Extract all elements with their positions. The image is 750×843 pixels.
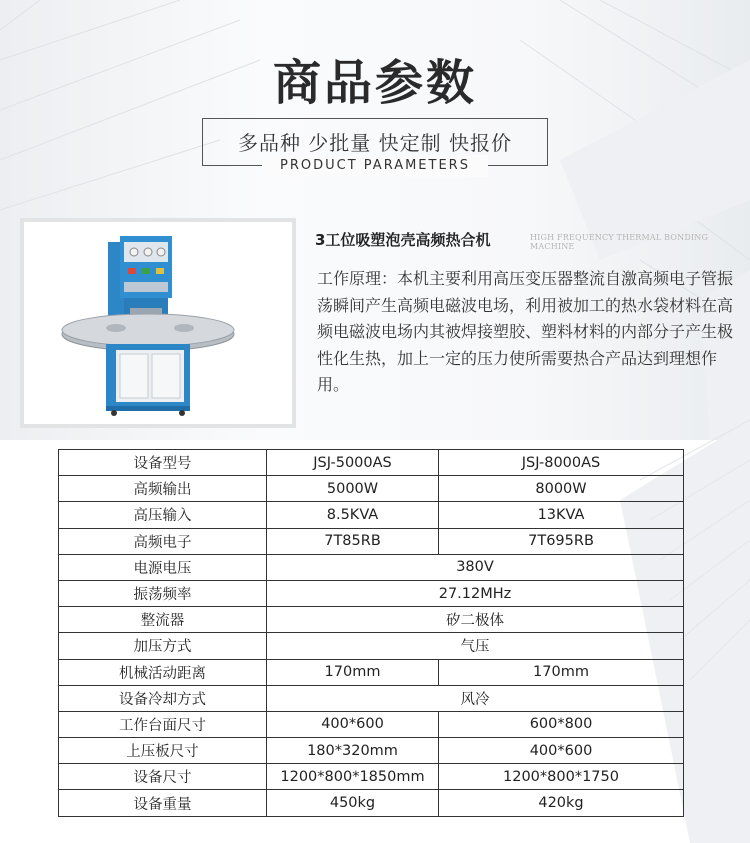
spec-row	[59, 764, 684, 790]
spec-value-model-b: 13KVA	[439, 502, 684, 528]
spec-value-model-a: 170mm	[267, 659, 439, 685]
spec-value-model-a: 8.5KVA	[267, 502, 439, 528]
spec-label: 振荡频率	[59, 580, 267, 606]
english-label: PRODUCT PARAMETERS	[262, 155, 488, 177]
spec-value-shared: 27.12MHz	[267, 580, 684, 606]
product-title: 3工位吸塑泡壳高频热合机	[315, 231, 491, 249]
spec-value-model-b: 420kg	[439, 790, 684, 816]
product-photo	[20, 218, 296, 428]
spec-value-model-b: 1200*800*1750	[439, 764, 684, 790]
spec-row	[59, 790, 684, 816]
spec-label: 电源电压	[59, 554, 267, 580]
spec-row	[59, 711, 684, 737]
spec-value-model-b: 170mm	[439, 659, 684, 685]
product-description: 工作原理：本机主要利用高压变压器整流自激高频电子管振荡瞬间产生高频电磁波电场，利用被加工的热水袋材料在高频电磁波电场内其被焊接塑胶、塑料材料的内部分子产生极性化生热，加上一定的压力使所需要热合产品达到理想作用。	[317, 269, 734, 394]
spec-value-model-a: 5000W	[267, 476, 439, 502]
spec-row	[59, 476, 684, 502]
machine-illustration	[24, 222, 292, 424]
spec-row	[59, 528, 684, 554]
spec-row	[59, 450, 684, 476]
spec-value-model-a: 180*320mm	[267, 738, 439, 764]
spec-label: 加压方式	[59, 633, 267, 659]
subtitle: 多品种 少批量 快定制 快报价	[237, 131, 513, 155]
spec-value-model-b: 600*800	[439, 711, 684, 737]
spec-value-model-a: JSJ-5000AS	[267, 450, 439, 476]
spec-value-shared: 380V	[267, 554, 684, 580]
spec-row	[59, 659, 684, 685]
product-english-title: HIGH FREQUENCY THERMAL BONDING MACHINE	[530, 233, 709, 251]
spec-row	[59, 607, 684, 633]
spec-label: 设备型号	[59, 450, 267, 476]
spec-row	[59, 502, 684, 528]
spec-label: 上压板尺寸	[59, 738, 267, 764]
spec-row	[59, 685, 684, 711]
spec-value-model-b: JSJ-8000AS	[439, 450, 684, 476]
spec-label: 工作台面尺寸	[59, 711, 267, 737]
spec-label: 设备尺寸	[59, 764, 267, 790]
spec-label: 高频电子	[59, 528, 267, 554]
spec-value-model-a: 450kg	[267, 790, 439, 816]
spec-value-shared: 气压	[267, 633, 684, 659]
spec-row	[59, 738, 684, 764]
spec-label: 设备重量	[59, 790, 267, 816]
spec-label: 机械活动距离	[59, 659, 267, 685]
spec-label: 设备冷却方式	[59, 685, 267, 711]
spec-label: 高压输入	[59, 502, 267, 528]
spec-row	[59, 554, 684, 580]
page-title: 商品参数	[272, 55, 477, 111]
spec-value-model-b: 7T695RB	[439, 528, 684, 554]
spec-value-shared: 矽二极体	[267, 607, 684, 633]
spec-value-shared: 风冷	[267, 685, 684, 711]
spec-row	[59, 633, 684, 659]
spec-value-model-a: 400*600	[267, 711, 439, 737]
spec-label: 整流器	[59, 607, 267, 633]
spec-value-model-b: 400*600	[439, 738, 684, 764]
spec-row	[59, 580, 684, 606]
spec-value-model-a: 1200*800*1850mm	[267, 764, 439, 790]
spec-label: 高频输出	[59, 476, 267, 502]
spec-value-model-a: 7T85RB	[267, 528, 439, 554]
spec-value-model-b: 8000W	[439, 476, 684, 502]
spec-table	[58, 449, 684, 817]
